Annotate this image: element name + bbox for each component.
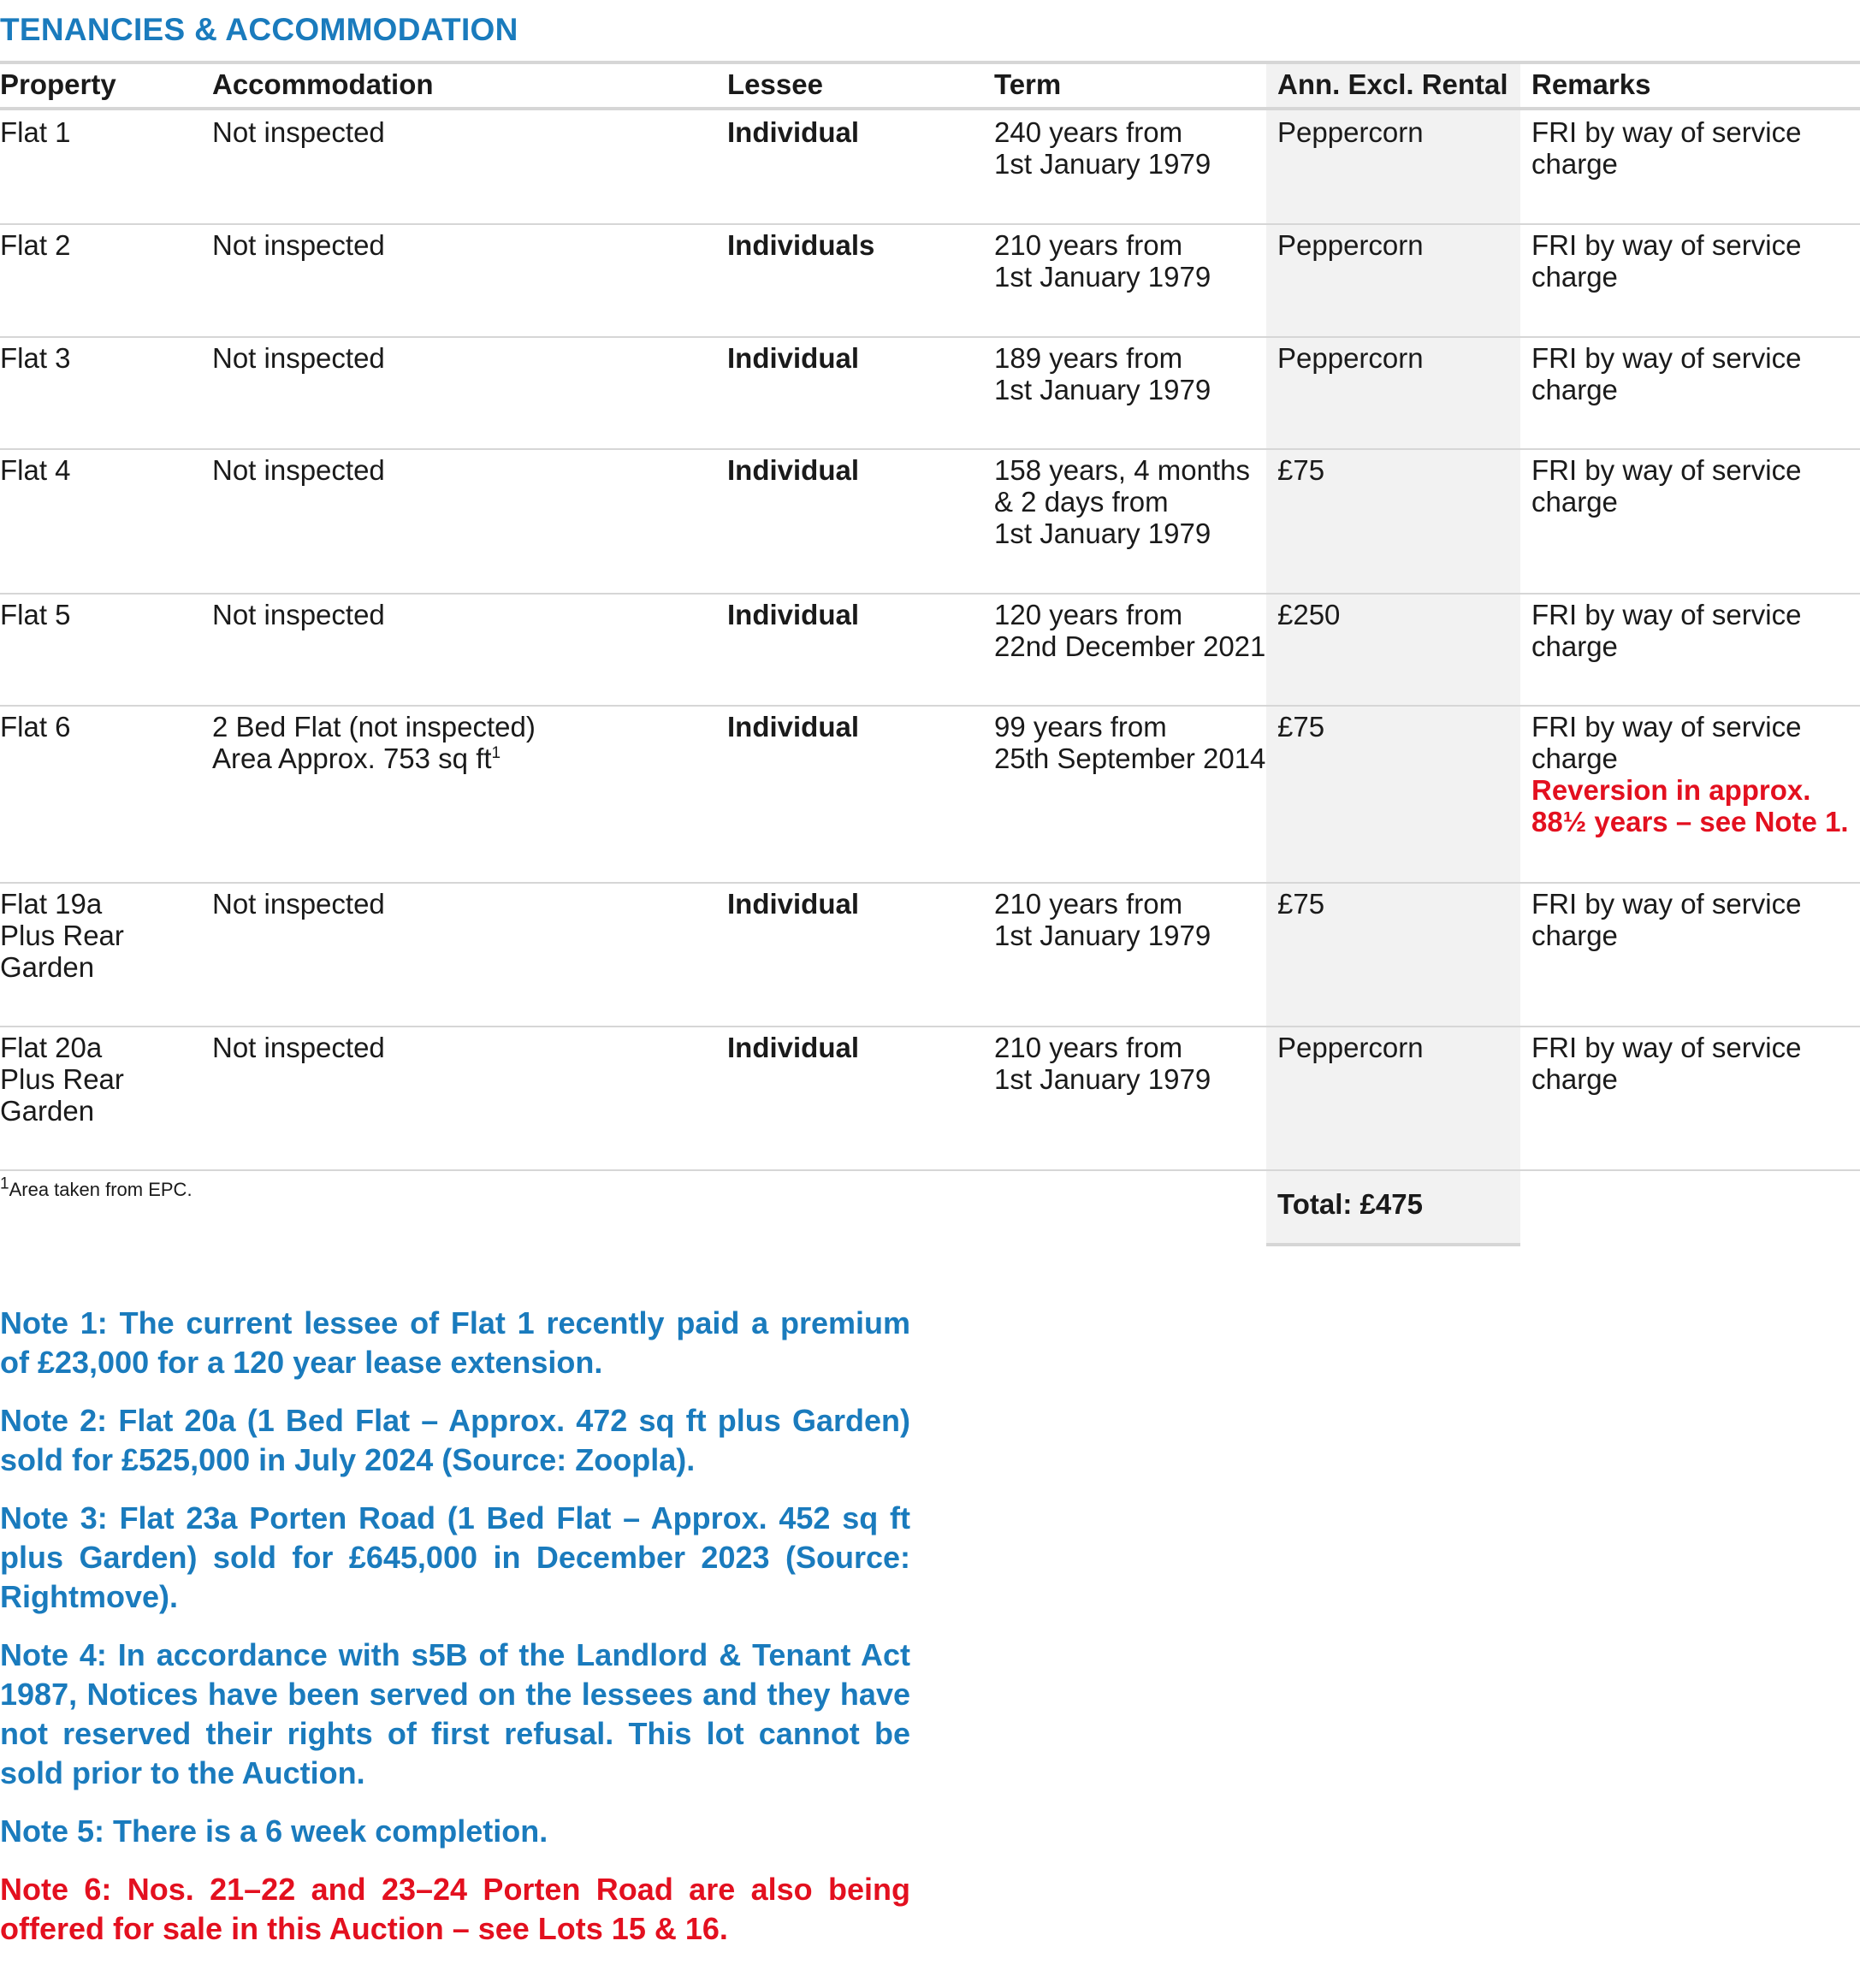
remarks-cell: FRI by way of service <box>1531 711 1802 743</box>
term-cell: 210 years from <box>994 229 1183 261</box>
rental-cell: £250 <box>1277 599 1341 630</box>
column-header-accommodation: Accommodation <box>212 68 434 100</box>
term-cell: 1st January 1979 <box>994 920 1211 951</box>
note-1: Note 1: The current lessee of Flat 1 recently paid a premium of £23,000 for a 120 year lease extension. <box>0 1305 910 1380</box>
reversion-remark: 88½ years – see Note 1. <box>1531 806 1849 837</box>
property-cell: Flat 2 <box>0 229 71 261</box>
table-top-rule <box>0 61 1860 64</box>
note-5: Note 5: There is a 6 week completion. <box>0 1813 548 1849</box>
reversion-remark: Reversion in approx. <box>1531 774 1811 806</box>
term-cell: 240 years from <box>994 116 1183 148</box>
property-cell: Plus Rear <box>0 920 124 951</box>
accommodation-cell: Not inspected <box>212 229 385 261</box>
header-rule <box>0 107 1860 110</box>
accommodation-cell: Not inspected <box>212 342 385 374</box>
term-cell: 1st January 1979 <box>994 148 1211 180</box>
remarks-cell: charge <box>1531 1063 1618 1095</box>
property-cell: Plus Rear <box>0 1063 124 1095</box>
remarks-cell: FRI by way of service <box>1531 342 1802 374</box>
property-cell: Flat 1 <box>0 116 71 148</box>
remarks-cell: FRI by way of service <box>1531 888 1802 920</box>
term-cell: 158 years, 4 months <box>994 454 1250 486</box>
footnote <box>0 1174 193 1201</box>
remarks-cell: charge <box>1531 743 1618 774</box>
remarks-cell: charge <box>1531 920 1618 951</box>
property-cell: Flat 6 <box>0 711 71 743</box>
term-cell: 210 years from <box>994 1032 1183 1063</box>
note-4: Note 4: In accordance with s5B of the Landlord & Tenant Act 1987, Notices have been served on the lessees and they have not reserved their rights of first refusal. This lot cannot be sold prior to the Auction. <box>0 1637 910 1790</box>
footnote-mark: 1 <box>0 1174 9 1193</box>
note-3: Note 3: Flat 23a Porten Road (1 Bed Flat – Approx. 452 sq ft plus Garden) sold for £645,000 in December 2023 (Source: Rightmove). <box>0 1500 910 1614</box>
accommodation-cell: Not inspected <box>212 888 385 920</box>
footnote-text: Area taken from EPC. <box>9 1179 193 1200</box>
remarks-cell: charge <box>1531 148 1618 180</box>
accommodation-cell: Not inspected <box>212 1032 385 1063</box>
term-cell: 120 years from <box>994 599 1183 630</box>
term-cell: 1st January 1979 <box>994 374 1211 405</box>
row-divider <box>0 1169 1860 1171</box>
row-divider <box>0 223 1860 225</box>
row-divider <box>0 1026 1860 1027</box>
remarks-cell: FRI by way of service <box>1531 599 1802 630</box>
remarks-cell: charge <box>1531 261 1618 293</box>
rental-column-base-rule <box>1266 1243 1520 1246</box>
accommodation-cell: 2 Bed Flat (not inspected) <box>212 711 536 743</box>
property-cell: Flat 20a <box>0 1032 103 1063</box>
remarks-cell: FRI by way of service <box>1531 116 1802 148</box>
remarks-cell: FRI by way of service <box>1531 229 1802 261</box>
rental-total: Total: £475 <box>1277 1188 1423 1220</box>
rental-cell: £75 <box>1277 711 1325 743</box>
lessee-cell: Individuals <box>727 229 875 261</box>
term-cell: 210 years from <box>994 888 1183 920</box>
term-cell: 1st January 1979 <box>994 1063 1211 1095</box>
accommodation-cell: Not inspected <box>212 599 385 630</box>
rental-cell: Peppercorn <box>1277 342 1424 374</box>
term-cell: 99 years from <box>994 711 1167 743</box>
property-cell: Garden <box>0 951 95 983</box>
property-cell: Flat 4 <box>0 454 71 486</box>
term-cell: 25th September 2014 <box>994 743 1266 774</box>
property-cell: Flat 19a <box>0 888 103 920</box>
note-2: Note 2: Flat 20a (1 Bed Flat – Approx. 472 sq ft plus Garden) sold for £525,000 in July 2024 (Source: Zoopla). <box>0 1403 910 1477</box>
rental-cell: Peppercorn <box>1277 116 1424 148</box>
remarks-cell: charge <box>1531 374 1618 405</box>
lessee-cell: Individual <box>727 342 860 374</box>
row-divider <box>0 593 1860 595</box>
term-cell: 1st January 1979 <box>994 261 1211 293</box>
lessee-cell: Individual <box>727 116 860 148</box>
row-divider <box>0 705 1860 707</box>
accommodation-cell <box>212 743 501 774</box>
remarks-cell: charge <box>1531 486 1618 518</box>
row-divider <box>0 882 1860 884</box>
row-divider <box>0 448 1860 450</box>
footnote-reference: 1 <box>491 744 501 762</box>
term-cell: & 2 days from <box>994 486 1169 518</box>
row-divider <box>0 336 1860 338</box>
rental-cell: £75 <box>1277 888 1325 920</box>
column-header-remarks: Remarks <box>1531 68 1651 100</box>
column-header-term: Term <box>994 68 1062 100</box>
term-cell: 189 years from <box>994 342 1183 374</box>
column-header-rental: Ann. Excl. Rental <box>1277 68 1508 100</box>
lessee-cell: Individual <box>727 1032 860 1063</box>
accommodation-text: Area Approx. 753 sq ft <box>212 743 492 774</box>
remarks-cell: charge <box>1531 630 1618 662</box>
rental-cell: £75 <box>1277 454 1325 486</box>
accommodation-cell: Not inspected <box>212 454 385 486</box>
property-cell: Flat 3 <box>0 342 71 374</box>
accommodation-cell: Not inspected <box>212 116 385 148</box>
section-heading: TENANCIES & ACCOMMODATION <box>0 12 518 47</box>
rental-cell: Peppercorn <box>1277 1032 1424 1063</box>
remarks-cell: FRI by way of service <box>1531 1032 1802 1063</box>
rental-cell: Peppercorn <box>1277 229 1424 261</box>
term-cell: 1st January 1979 <box>994 518 1211 549</box>
lessee-cell: Individual <box>727 711 860 743</box>
lessee-cell: Individual <box>727 599 860 630</box>
property-cell: Garden <box>0 1095 95 1127</box>
remarks-cell: FRI by way of service <box>1531 454 1802 486</box>
column-header-lessee: Lessee <box>727 68 823 100</box>
column-header-property: Property <box>0 68 116 100</box>
note-6: Note 6: Nos. 21–22 and 23–24 Porten Road are also being offered for sale in this Auction – see Lots 15 & 16. <box>0 1872 910 1946</box>
term-cell: 22nd December 2021 <box>994 630 1266 662</box>
property-cell: Flat 5 <box>0 599 71 630</box>
lessee-cell: Individual <box>727 454 860 486</box>
lessee-cell: Individual <box>727 888 860 920</box>
